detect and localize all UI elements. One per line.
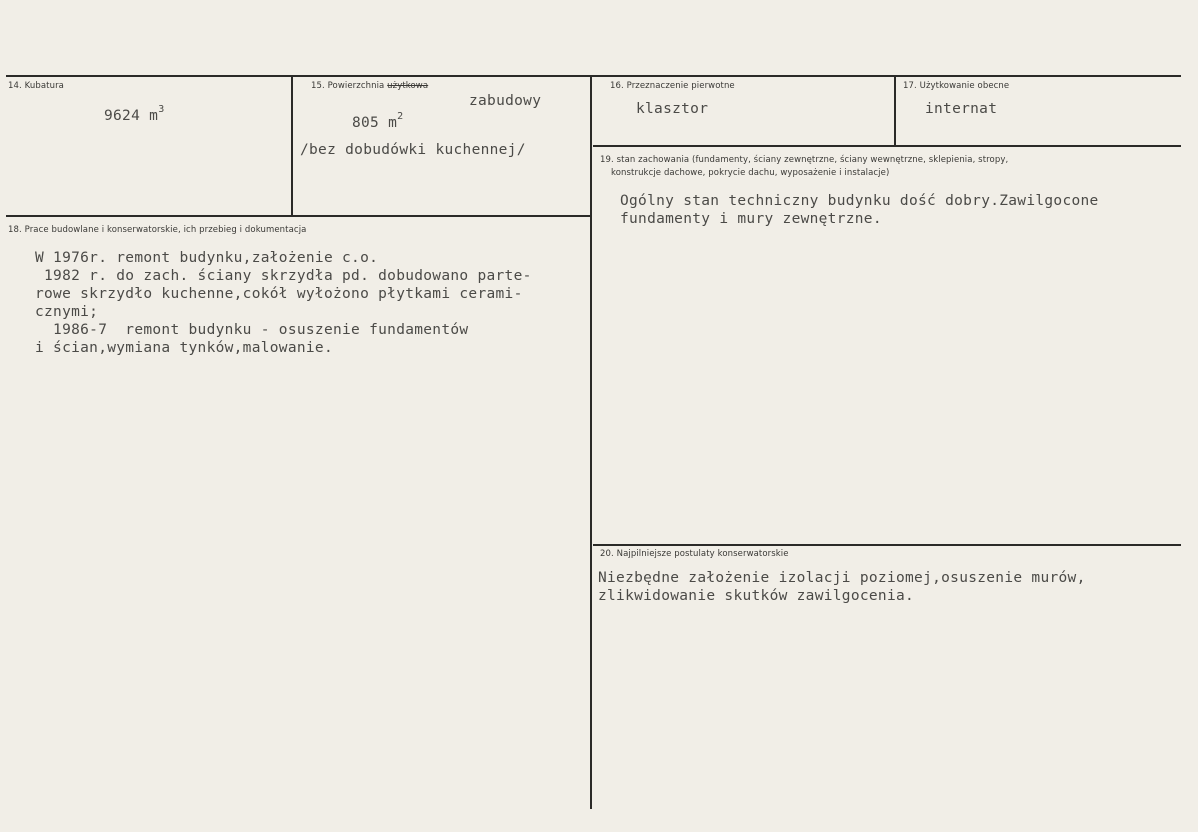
field-14-value [104,104,165,124]
center-divider [590,75,592,809]
field-19-label-line-1: 19. stan zachowania (fundamenty, ściany zewnętrzne, ściany wewnętrzne, sklepienia, stropy, [600,155,1009,165]
rule-below-f14-f15 [6,215,591,217]
field-17-label: 17. Użytkowanie obecne [903,81,1010,91]
rule-above-f20 [593,544,1181,546]
field-18-line: cznymi; [35,304,99,320]
field-18-line: i ścian,wymiana tynków,malowanie. [35,340,333,356]
field-20-line: zlikwidowanie skutków zawilgocenia. [598,588,915,604]
field-18-line: 1986-7 remont budynku - osuszenie fundamentów [35,322,469,338]
field-14-label: 14. Kubatura [8,81,64,91]
field-20-line: Niezbędne założenie izolacji poziomej,osuszenie murów, [598,570,1086,586]
field-15-label-struck: użytkowa [387,81,429,91]
divider-f14-f15 [291,75,293,217]
field-16-label: 16. Przeznaczenie pierwotne [610,81,735,91]
divider-f16-f17 [894,75,896,147]
field-14-number: 9624 m [104,108,159,124]
field-17-value: internat [925,101,998,117]
field-18-line: 1982 r. do zach. ściany skrzydła pd. dobudowano parte- [35,268,532,284]
field-15-line-1: zabudowy [469,93,542,109]
field-19-label-line-2: konstrukcje dachowe, pokrycie dachu, wyposażenie i instalacje) [611,168,890,178]
field-18-label: 18. Prace budowlane i konserwatorskie, ich przebieg i dokumentacja [8,225,307,235]
field-19-line: Ogólny stan techniczny budynku dość dobry.Zawilgocone [620,193,1099,209]
field-15-value [352,111,404,131]
field-15-line-3: /bez dobudówki kuchennej/ [300,142,526,158]
field-15-label-prefix: 15. Powierzchnia [311,81,388,91]
rule-below-f16-f17 [593,145,1181,147]
field-18-line: W 1976r. remont budynku,założenie c.o. [35,250,379,266]
field-16-value: klasztor [636,101,709,117]
field-15-number: 805 m [352,115,398,131]
field-18-line: rowe skrzydło kuchenne,cokół wyłożono płytkami cerami- [35,286,523,302]
top-rule [6,75,1181,77]
field-19-line: fundamenty i mury zewnętrzne. [620,211,882,227]
field-15-exponent: 2 [397,111,404,122]
field-20-label: 20. Najpilniejsze postulaty konserwatorskie [600,549,789,559]
field-15-label [311,81,428,91]
field-14-exponent: 3 [158,104,165,115]
